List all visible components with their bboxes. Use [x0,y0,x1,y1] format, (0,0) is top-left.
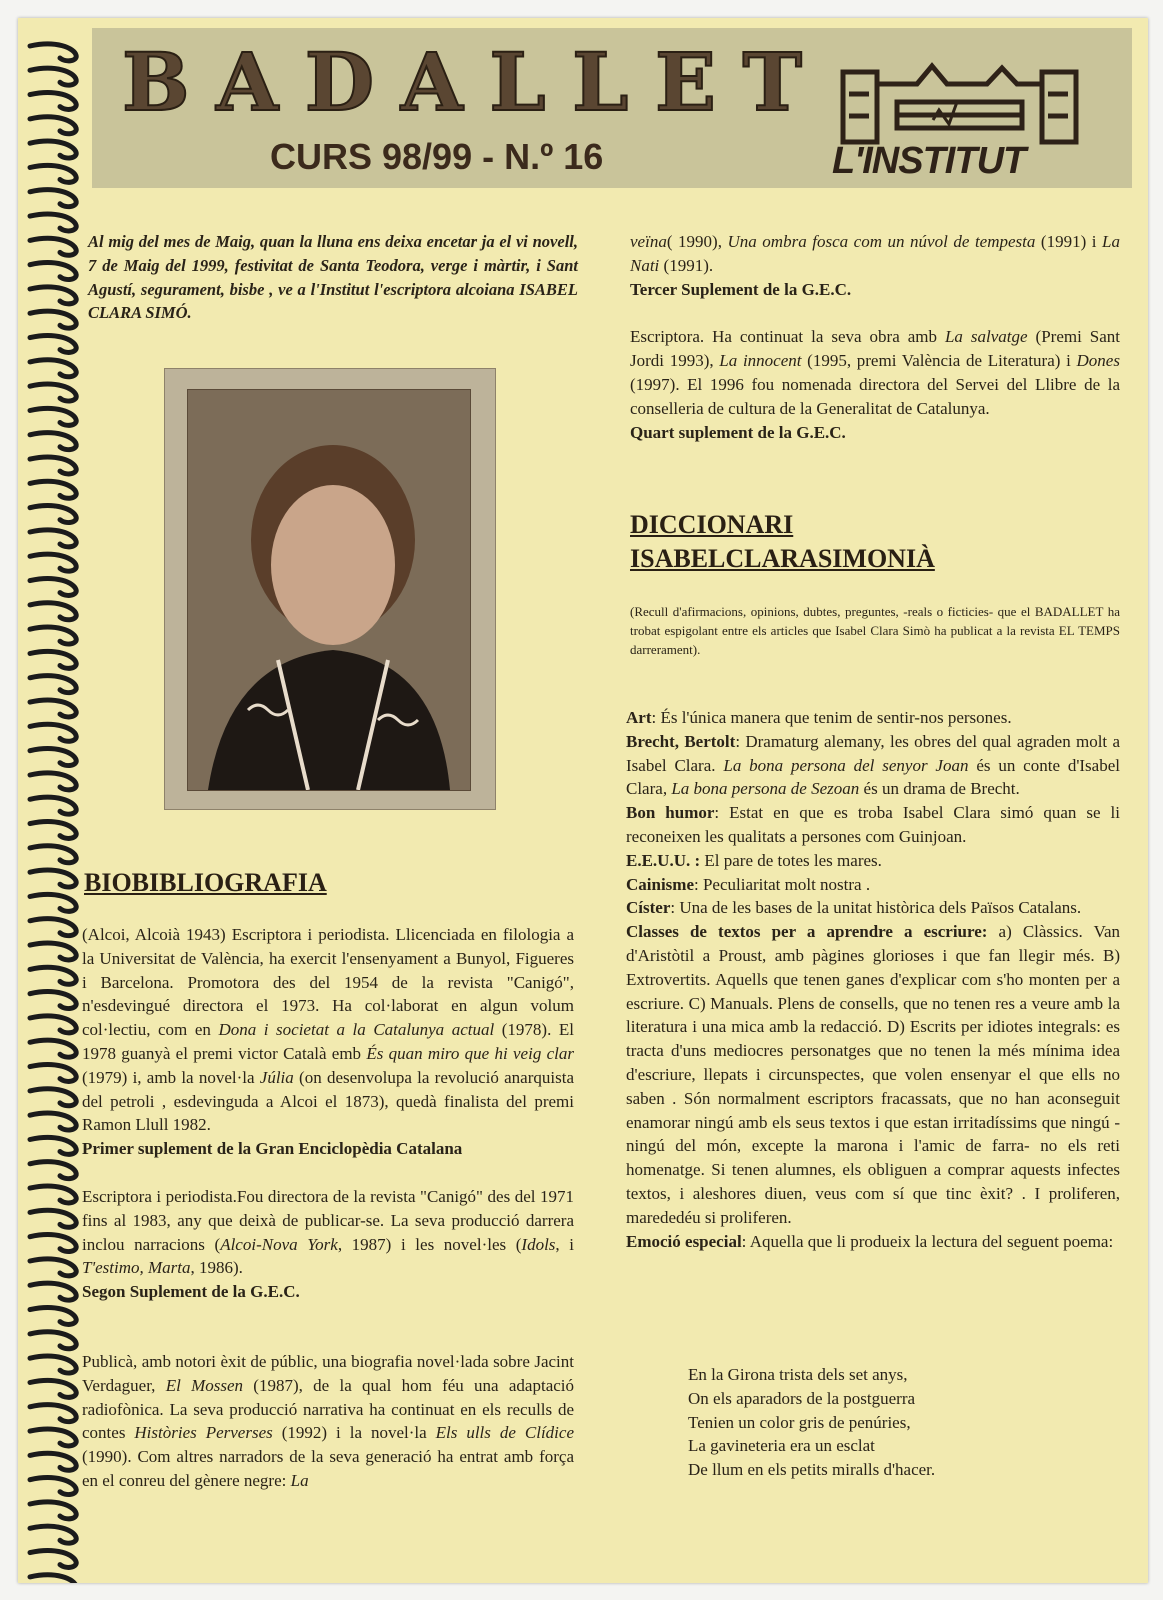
bio-paragraph: Escriptora. Ha continuat la seva obra amb La salvatge (Premi Sant Jordi 1993), La innocent (1995, premi València de Literatura) i Dones (1997). El 1996 fou nomenada directora del Servei del Llibre de la conselleria de cultura de la Generalitat de Catalunya. [630,327,1121,418]
poem-line: Tenien un color gris de penúries, [688,1412,911,1432]
spiral-coil [30,724,76,741]
spiral-coil [30,1478,76,1495]
spiral-coil [30,481,76,498]
bio-source: Tercer Suplement de la G.E.C. [630,279,852,299]
bio-source: Primer suplement de la Gran Enciclopèdia Catalana [82,1139,463,1159]
biography-continuation [630,230,1120,444]
masthead-letter: D [304,35,375,129]
bio-paragraph: Publicà, amb notori èxit de públic, una biografia novel·lada sobre Jacint Verdaguer, El Mossen (1987), de la qual hom féu una adaptació radiofònica. La seva producció narrativa ha continuat en els reculls de contes Històries Perverses (1992) i la novel·la Els ulls de Clídice (1990). Com altres narradors de la seva generació ha entrat amb força en el conreu del gènere negre: La [82,1351,575,1490]
spiral-coil [30,335,76,352]
spiral-coil [30,408,76,425]
spiral-coil [30,117,76,134]
issue-number: CURS 98/99 - N.º 16 [270,136,604,177]
spiral-coil [30,44,76,61]
author-portrait-image [187,389,471,791]
spiral-coil [30,603,76,620]
poem-line: On els aparadors de la postguerra [688,1388,916,1408]
spiral-coil [30,1356,76,1373]
bio-paragraph: (Alcoi, Alcoià 1943) Escriptora i periodista. Llicenciada en filologia a la Universitat de València, ha exercit l'ensenyament a Bunyol, Figueres i Barcelona. Promotora des del 1954 de la revista "Canigó", n'esdevingué directora el 1973. Ha col·laborat en algun volum col·lectiu, com en Dona i societat a la Catalunya actual (1978). El 1978 guanyà el premi victor Català emb És quan miro que hi veig clar (1979) i, amb la novel·la Júlia (on desenvolupa la revolució anarquista del petroli , esdevinguda a Alcoi el 1873), quedà finalista del premi Ramon Llull 1982. [82,925,574,1135]
spiral-coil [30,214,76,231]
dictionary-entry: Emoció especial: Aquella que li produeix la lectura del seguent poema: [626,1231,1114,1251]
spiral-coil [30,1526,76,1543]
spiral-coil [30,797,76,814]
poem-line: La gavineteria era un esclat [688,1436,875,1456]
masthead-letter: B [122,35,190,129]
spiral-coil [30,92,76,109]
spiral-coil [30,1502,76,1519]
author-photo-frame [164,368,496,810]
spiral-coil [30,1380,76,1397]
spiral-coil [30,360,76,377]
spiral-coil [30,263,76,280]
spiral-coil [30,554,76,571]
spiral-coil [30,578,76,595]
bio-paragraph: Escriptora i periodista.Fou directora de la revista "Canigó" des del 1971 fins al 1983, any que deixà de publicar-se. La seva producció darrera inclou narracions (Alcoi-Nova York, 1987) i les novel·les (Idols, i T'estimo, Marta, 1986). [82,1186,574,1278]
spiral-coil [30,627,76,644]
diccionari-entries [626,706,1120,1253]
masthead-letter: T [742,35,802,129]
spiral-coil [30,870,76,887]
spiral-coil [30,894,76,911]
spiral-coil [30,1332,76,1349]
spiral-coil [30,1283,76,1300]
spiral-coil [30,821,76,838]
spiral-coil [30,992,76,1009]
dictionary-entry: Classes de textos per a aprendre a escriure: a) Clàssics. Van d'Aristòtil a Proust, amb pàgines glorioses i que fan llegir més. B) Extrovertits. Aquells que tenen ganes d'explicar com s'ho monten per a escriure. C) Manuals. Plens de consells, que no tenen res a veure amb la literatura i una mica amb la redacció. D) Escrits per idiotes integrals: es tracta d'uns mediocres personatges que no tenen la més mínima idea d'escriure, llepats i circunspectes, que volen ensenyar el que ells no saben . Són normalment escriptors fracassats, que no han aconseguit enamorar ningú amb els seus textos i que estan irritadíssims que ningú -ningú del món, excepte la marona i l'amic de farra- no els reti homenatge. Si tenen alumnes, els obliguen a comprar aquests infectes textos, i aleshores diuen, veus com sí que tinc èxit? . I proliferen, marededéu si proliferen. [626,922,1121,1227]
dictionary-entry: Art: És l'única manera que tenim de sentir-nos persones. [626,708,1012,727]
spiral-coil [30,506,76,523]
bio-source: Quart suplement de la G.E.C. [630,422,846,442]
masthead-letter: L [572,35,629,129]
spiral-coil [30,1307,76,1324]
spiral-coil [30,749,76,766]
spiral-coil [30,1089,76,1106]
magazine-page [18,18,1148,1583]
spiral-coil [30,919,76,936]
spiral-coil [30,1235,76,1252]
dictionary-entry: Cainisme: Peculiaritat molt nostra . [626,874,871,894]
spiral-coil [30,68,76,85]
spiral-coil [30,311,76,328]
spiral-coil [30,1453,76,1470]
spiral-coil [30,457,76,474]
spiral-coil [30,384,76,401]
dictionary-entry: Císter: Una de les bases de la unitat històrica dels Països Catalans. [626,898,1082,918]
spiral-coil [30,1575,76,1583]
poem-line: De llum en els petits miralls d'hacer. [688,1460,936,1480]
spiral-coil [30,165,76,182]
spiral-coil [30,238,76,255]
spiral-coil [30,1113,76,1130]
institute-building-logo [837,54,1082,154]
dictionary-entry: Bon humor: Estat en que es troba Isabel Clara simó quan se li reconeixen les qualitats a persones com Guinjoan. [626,803,1120,846]
masthead-letter: L [489,35,546,129]
intro-paragraph: Al mig del mes de Maig, quan la lluna ens deixa encetar ja el vi novell, 7 de Maig del 1999, festivitat de Santa Teodora, verge i màrtir, i Sant Agustí, segurament, bisbe , ve a l'Institut l'escriptora alcoiana ISABEL CLARA SIMÓ. [88,232,578,323]
institute-logo-text: L'INSTITUT [832,140,1026,182]
masthead-title [122,35,802,129]
poem-line: En la Girona trista dels set anys, [688,1365,908,1384]
spiral-coil [30,651,76,668]
biobibliografia-heading: BIOBIBLIOGRAFIA [84,868,327,897]
spiral-coil [30,1064,76,1081]
diccionari-heading: DICCIONARI ISABELCLARASIMONIÀ [630,510,935,573]
diccionari-note: (Recull d'afirmacions, opinions, dubtes, preguntes, -reals o ficticies- que el BADALLET ha trobat espigolant entre els articles que Isabel Clara Simò ha publicat a la revista EL TEMPS darrerament). [630,604,1120,657]
spiral-coil [30,190,76,207]
bio-source: Segon Suplement de la G.E.C. [82,1282,300,1302]
spiral-coil [30,700,76,717]
spiral-coil [30,1259,76,1276]
biography-column [82,923,574,1493]
spiral-coil [30,773,76,790]
spiral-coil [30,1016,76,1033]
spiral-coil [30,141,76,158]
spiral-coil [30,676,76,693]
spiral-coil [30,943,76,960]
spiral-coil [30,1429,76,1446]
spiral-coil [30,530,76,547]
dictionary-entry: E.E.U.U. : El pare de totes les mares. [626,850,882,870]
spiral-coil [30,1040,76,1057]
spiral-coil [30,1162,76,1179]
masthead-letter: A [400,35,463,129]
masthead-banner [92,28,1132,188]
dictionary-entry: Brecht, Bertolt: Dramaturg alemany, les obres del qual agraden molt a Isabel Clara. La bona persona del senyor Joan és un conte d'Isabel Clara, La bona persona de Sezoan és un drama de Brecht. [626,731,1120,799]
spiral-coil [30,1186,76,1203]
spiral-coil [30,1405,76,1422]
poem [688,1363,1108,1482]
spiral-coil [30,1137,76,1154]
spiral-coil [30,1210,76,1227]
masthead-letter: A [216,35,279,129]
spiral-coil [30,287,76,304]
spiral-coil [30,433,76,450]
spiral-coil [30,967,76,984]
spiral-coil [30,846,76,863]
bio-paragraph: veïna( 1990), Una ombra fosca com un núvol de tempesta (1991) i La Nati (1991). [630,232,1121,275]
masthead-letter: E [654,35,716,129]
spiral-coil [30,1550,76,1567]
